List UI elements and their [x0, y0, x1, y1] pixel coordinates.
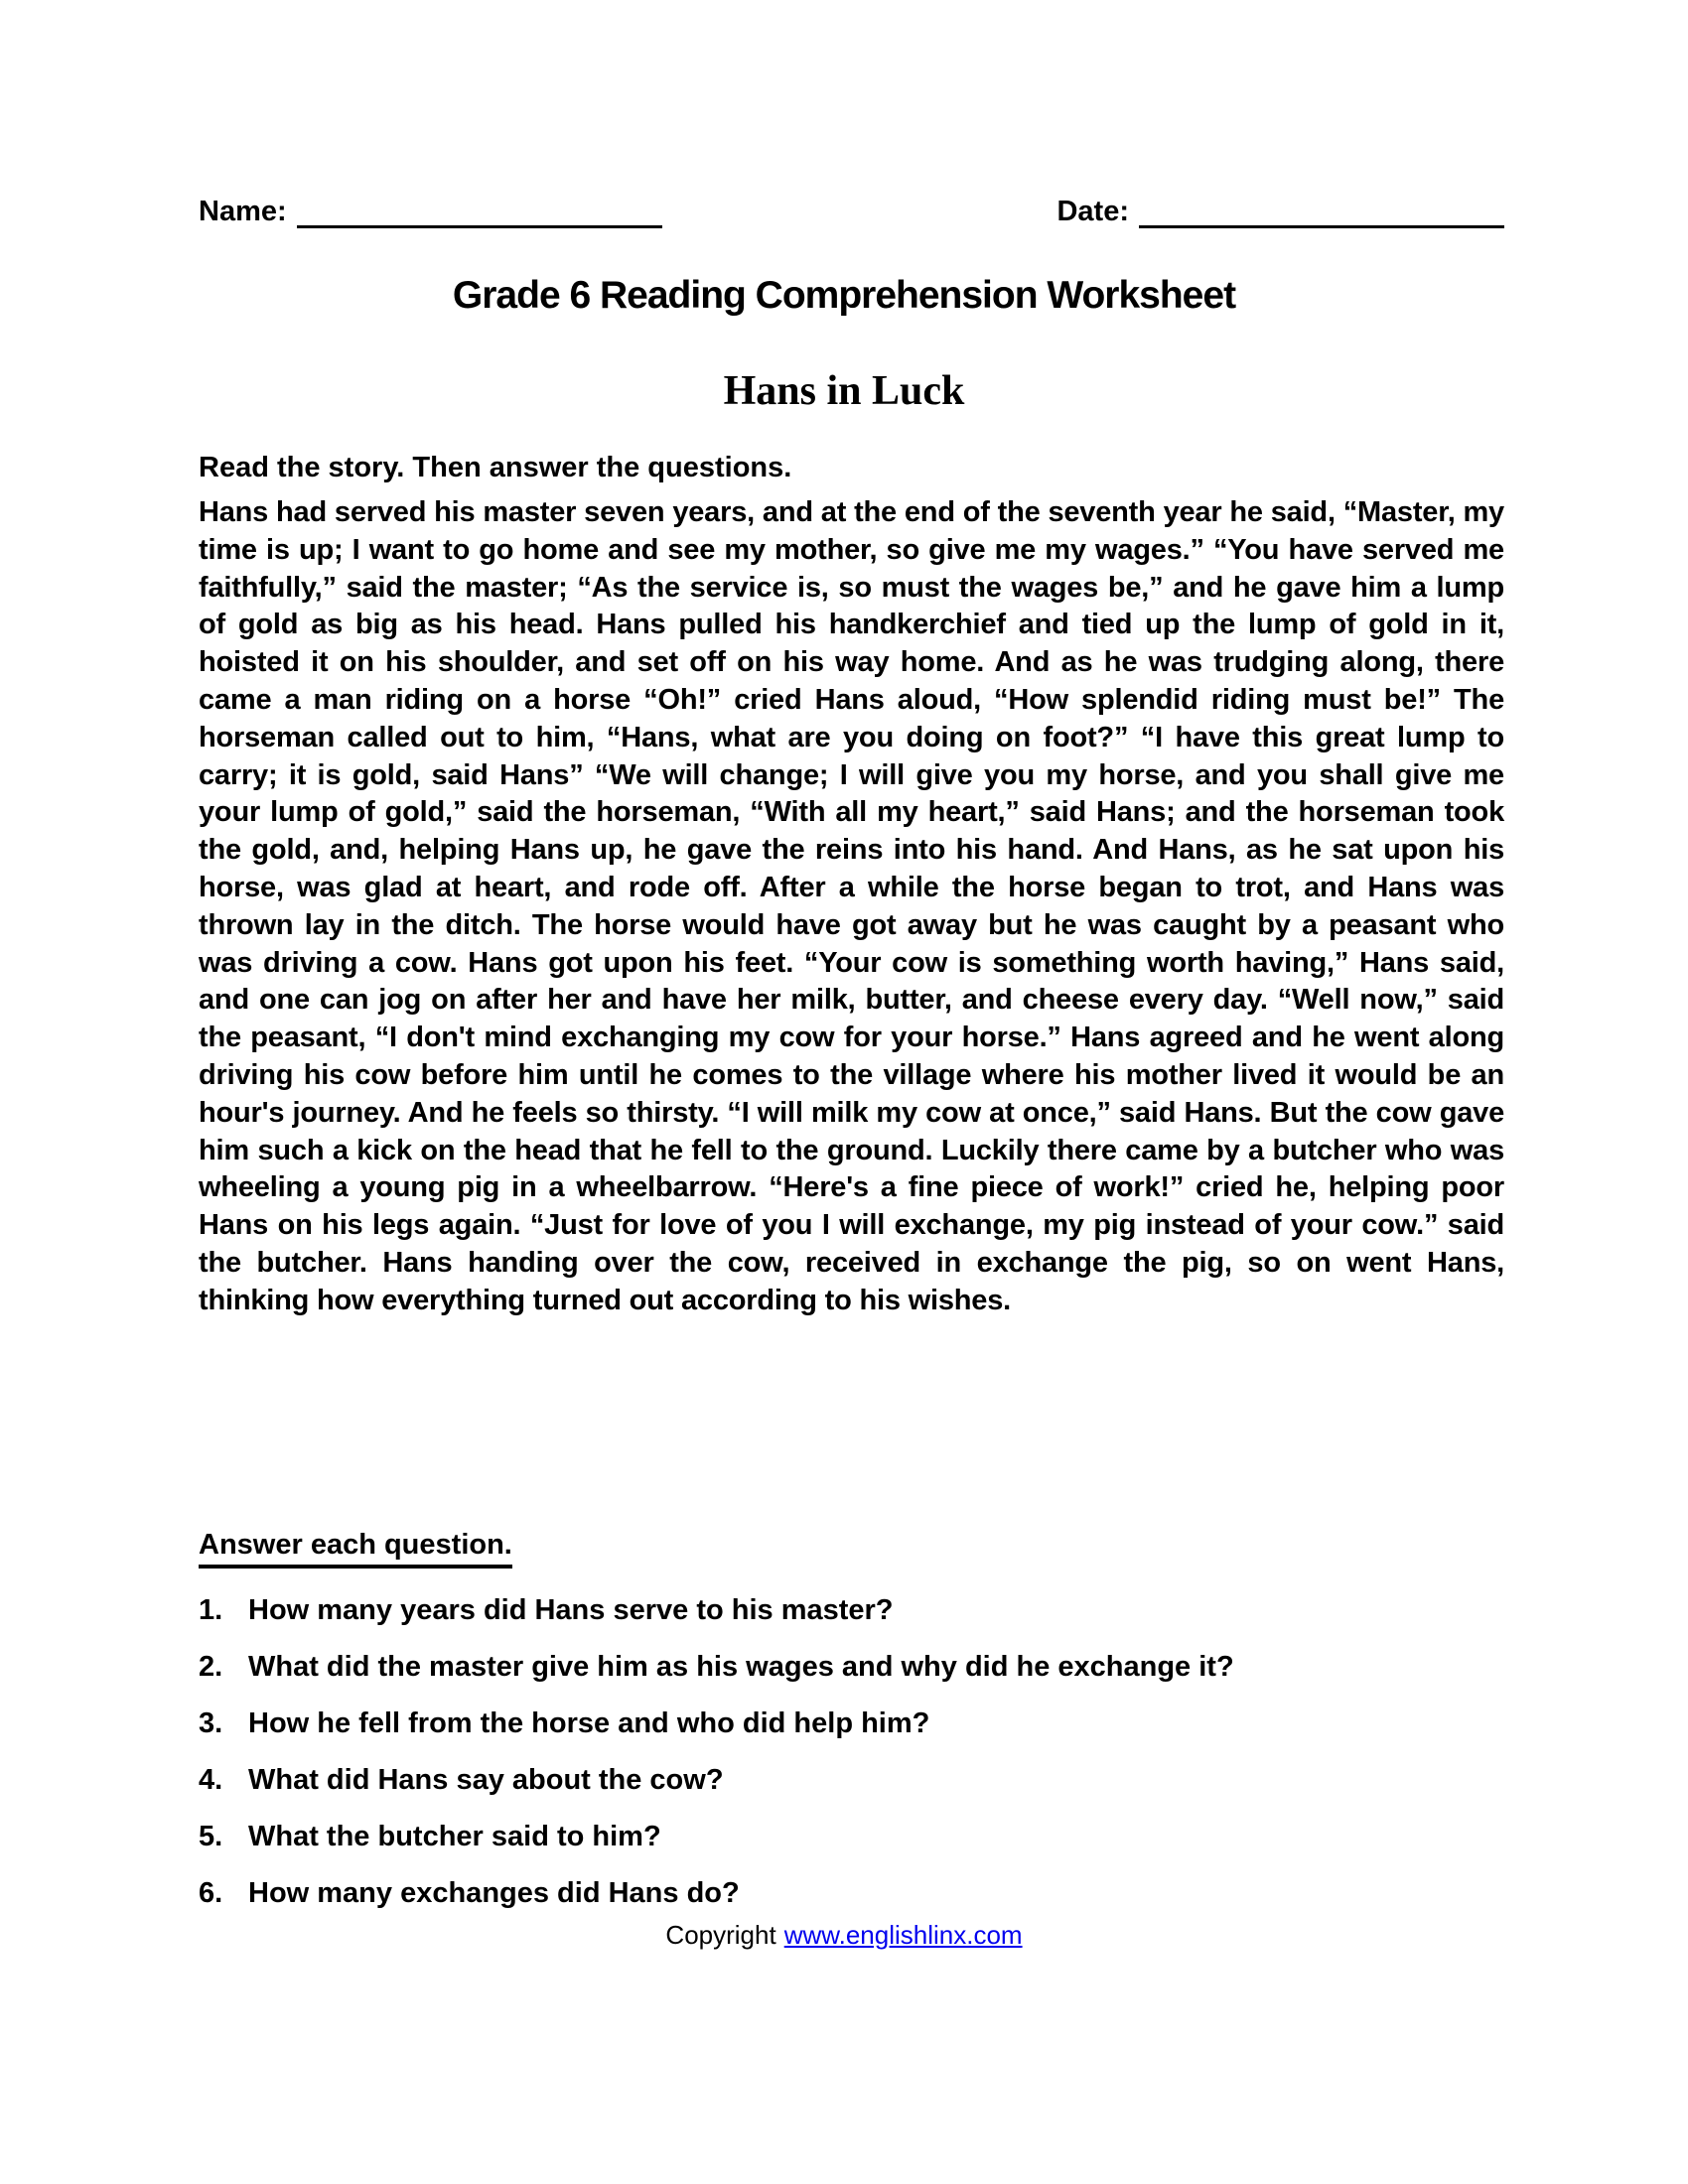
name-blank-line	[297, 195, 662, 228]
question-text: How he fell from the horse and who did help him?	[248, 1707, 930, 1739]
question-row	[199, 1821, 1504, 1853]
question-number: 4.	[199, 1764, 223, 1796]
date-field	[1056, 195, 1504, 228]
question-row	[199, 1877, 1504, 1910]
footer	[0, 1920, 1688, 1951]
question-list	[199, 1594, 1504, 1910]
questions-heading: Answer each question.	[199, 1529, 512, 1569]
question-text: How many years did Hans serve to his master?	[248, 1594, 894, 1626]
story-text: Hans had served his master seven years, and at the end of the seventh year he said, “Master, my time is up; I want to go home and see my mother, so give me my wages.” “You have served me faithfully,” said the master; “As the service is, so must the wages be,” and he gave him a lump of gold as big as his head. Hans pulled his handkerchief and tied up the lump of gold in it, hoisted it on his shoulder, and set off on his way home. And as he was trudging along, there came a man riding on a horse “Oh!” cried Hans aloud, “How splendid riding must be!” The horseman called out to him, “Hans, what are you doing on foot?” “I have this great lump to carry; it is gold, said Hans” “We will change; I will give you my horse, and you shall give me your lump of gold,” said the horseman, “With all my heart,” said Hans; and the horseman took the gold, and, helping Hans up, he gave the reins into his hand. And Hans, as he sat upon his horse, was glad at heart, and rode off. After a while the horse began to trot, and Hans was thrown lay in the ditch. The horse would have got away but he was caught by a peasant who was driving a cow. Hans got upon his feet. “Your cow is something worth having,” Hans said, and one can jog on after her and have her milk, butter, and cheese every day. “Well now,” said the peasant, “I don't mind exchanging my cow for your horse.” Hans agreed and he went along driving his cow before him until he comes to the village where his mother lived it would be an hour's journey. And he feels so thirsty. “I will milk my cow at once,” said Hans. But the cow gave him such a kick on the head that he fell to the ground. Luckily there came by a butcher who was wheeling a young pig in a wheelbarrow. “Here's a fine piece of work!” cried he, helping poor Hans on his legs again. “Just for love of you I will exchange, my pig instead of your cow.” said the butcher. Hans handing over the cow, received in exchange the pig, so on went Hans, thinking how everything turned out according to his wishes.	[199, 496, 1504, 1316]
question-number: 3.	[199, 1707, 223, 1739]
header-row	[199, 195, 1504, 228]
question-number: 2.	[199, 1651, 223, 1683]
question-text: What did the master give him as his wages and why did he exchange it?	[248, 1651, 1234, 1683]
question-number: 1.	[199, 1594, 223, 1626]
question-text: What the butcher said to him?	[248, 1821, 661, 1852]
question-number: 6.	[199, 1877, 223, 1909]
question-row	[199, 1651, 1504, 1684]
question-row	[199, 1594, 1504, 1627]
englishlinx-link[interactable]: www.englishlinx.com	[783, 1920, 1023, 1950]
question-number: 5.	[199, 1821, 223, 1852]
question-text: How many exchanges did Hans do?	[248, 1877, 740, 1909]
name-field	[199, 195, 662, 228]
question-text: What did Hans say about the cow?	[248, 1764, 724, 1796]
story-title: Hans in Luck	[723, 368, 965, 414]
question-row	[199, 1764, 1504, 1797]
questions-section	[199, 1529, 1504, 1934]
instructions-line: Read the story. Then answer the questions.	[199, 452, 792, 483]
date-label: Date:	[1056, 196, 1129, 227]
date-blank-line	[1139, 195, 1504, 228]
name-label: Name:	[199, 196, 287, 227]
worksheet-title: Grade 6 Reading Comprehension Worksheet	[452, 274, 1236, 317]
question-row	[199, 1707, 1504, 1740]
copyright-label: Copyright	[665, 1920, 776, 1950]
